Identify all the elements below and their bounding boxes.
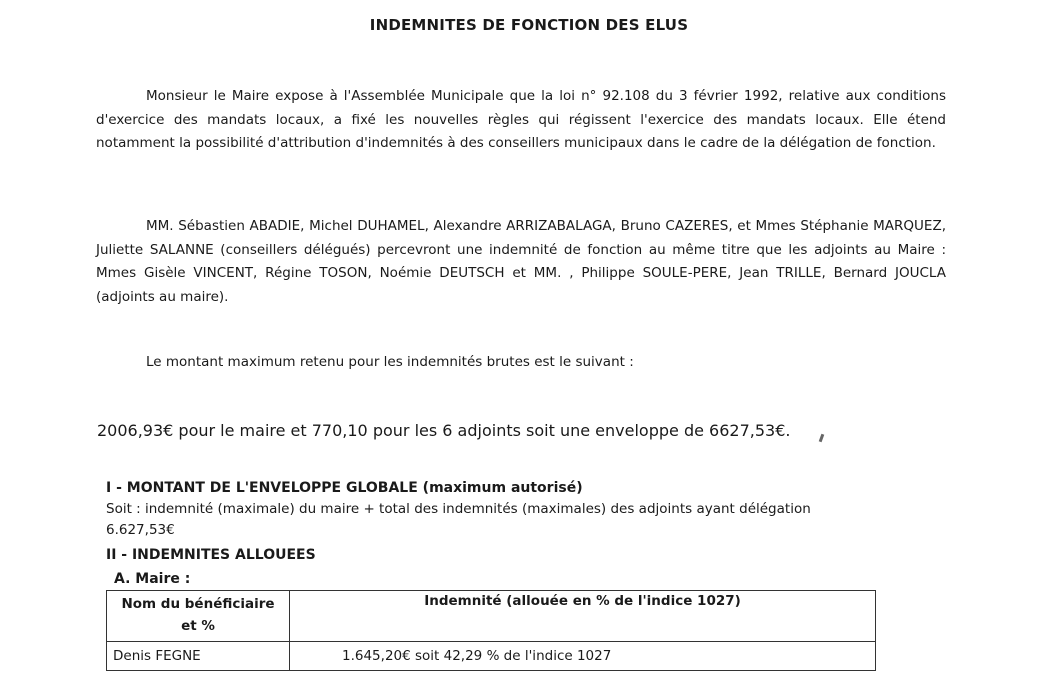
header-indemnite: Indemnité (allouée en % de l'indice 1027) <box>290 591 876 642</box>
document-title: INDEMNITES DE FONCTION DES ELUS <box>369 16 689 34</box>
header-beneficiaire: Nom du bénéficiaire et % <box>107 591 290 642</box>
montant-maximum-line: Le montant maximum retenu pour les indemnités brutes est le suivant : <box>146 354 634 370</box>
enveloppe-total-line: 6.627,53€ <box>106 522 175 538</box>
table-header-row <box>107 591 876 642</box>
enveloppe-amount-line: 2006,93€ pour le maire et 770,10 pour les 6 adjoints soit une enveloppe de 6627,53€. <box>97 421 791 440</box>
table-row <box>107 642 876 671</box>
cell-beneficiaire: Denis FEGNE <box>107 642 290 671</box>
indemnites-table <box>106 590 876 671</box>
paragraph-loi: Monsieur le Maire expose à l'Assemblée Municipale que la loi n° 92.108 du 3 février 1992, relative aux conditions d'exercice des mandats locaux, a fixé les nouvelles règles qui régissent l'exercice des mandats locaux. Elle étend notamment la possibilité d'attribution d'indemnités à des conseillers municipaux dans le cadre de la délégation de fonction. <box>96 88 946 151</box>
scan-mark <box>819 434 825 443</box>
enveloppe-formula-line: Soit : indemnité (maximale) du maire + total des indemnités (maximales) des adjoints ayant délégation <box>106 501 811 517</box>
section-maire-heading: A. Maire : <box>114 571 191 587</box>
cell-indemnite: 1.645,20€ soit 42,29 % de l'indice 1027 <box>290 642 876 671</box>
section-enveloppe-heading <box>106 480 583 496</box>
paragraph-delegues: MM. Sébastien ABADIE, Michel DUHAMEL, Alexandre ARRIZABALAGA, Bruno CAZERES, et Mmes Stéphanie MARQUEZ, Juliette SALANNE (conseillers délégués) percevront une indemnité de fonction au même titre que les adjoints au Maire : Mmes Gisèle VINCENT, Régine TOSON, Noémie DEUTSCH et MM. , Philippe SOULE-PERE, Jean TRILLE, Bernard JOUCLA (adjoints au maire). <box>96 218 946 305</box>
section-enveloppe-title: I - MONTANT DE L'ENVELOPPE GLOBALE <box>106 480 418 496</box>
section-enveloppe-paren: (maximum autorisé) <box>422 480 583 496</box>
section-indemnites-heading: II - INDEMNITES ALLOUEES <box>106 547 316 563</box>
